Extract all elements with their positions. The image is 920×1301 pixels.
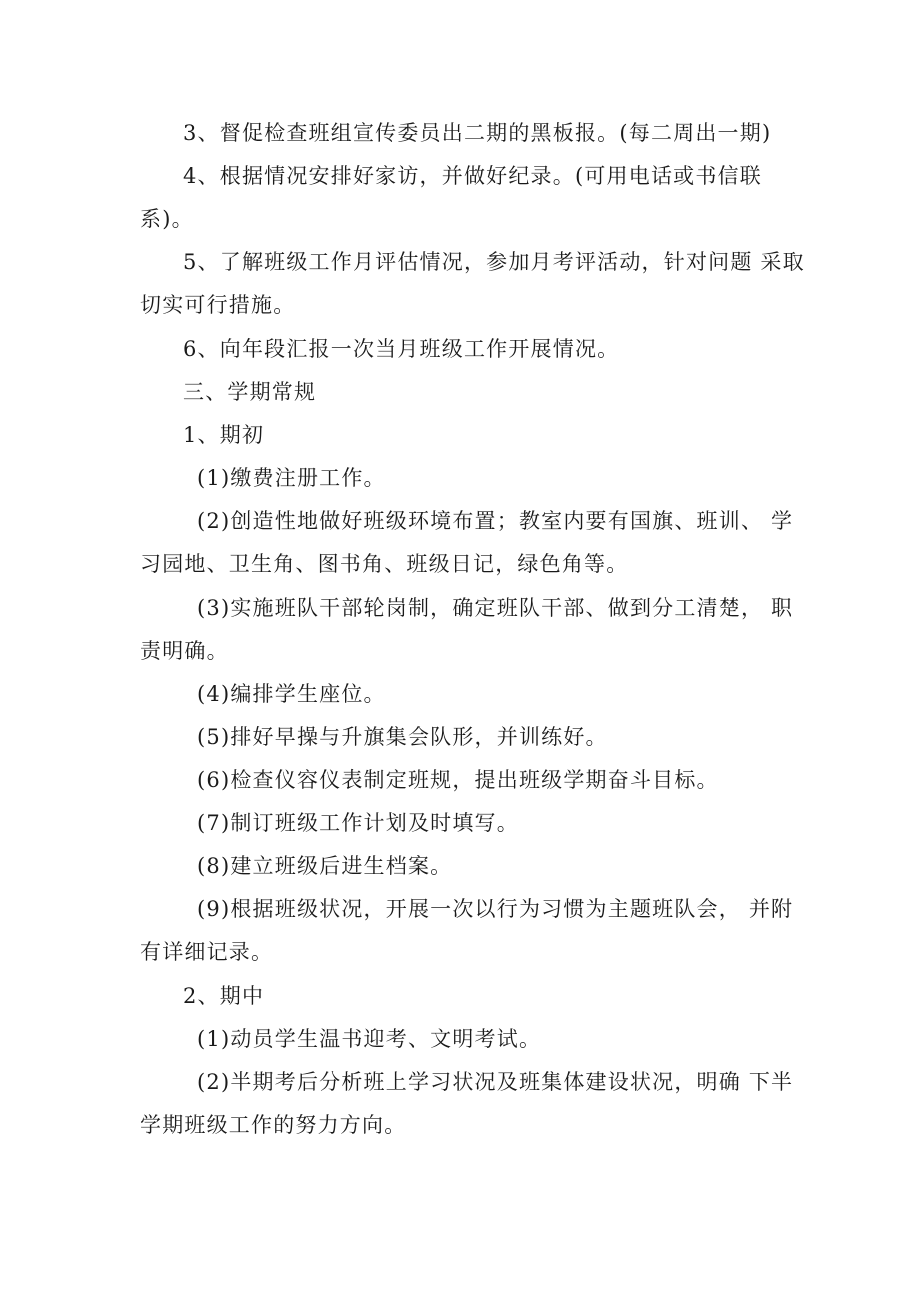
item-1-line-1: (1)缴费注册工作。 [197, 466, 386, 490]
item-9-line-2: 有详细记录。 [140, 940, 274, 964]
paragraph-5-line-1: 5、了解班级工作月评估情况，参加月考评活动，针对问题 采取 [183, 250, 805, 274]
item-2-line-2: 习园地、卫生角、图书角、班级日记，绿色角等。 [140, 552, 629, 576]
midterm-item-1-line-1: (1)动员学生温书迎考、文明考试。 [197, 1027, 542, 1051]
midterm-item-2-line-1: (2)半期考后分析班上学习状况及班集体建设状况，明确 下半 [197, 1070, 794, 1094]
item-4-line-1: (4)编排学生座位。 [197, 682, 386, 706]
item-7-line-1: (7)制订班级工作计划及时填写。 [197, 811, 519, 835]
item-5-line-1: (5)排好早操与升旗集会队形，并训练好。 [197, 725, 608, 749]
subheading-beginning-of-term: 1、期初 [183, 423, 265, 447]
section-heading-semester-routine: 三、学期常规 [183, 380, 317, 404]
item-3-line-2: 责明确。 [140, 639, 229, 663]
paragraph-5-line-2: 切实可行措施。 [140, 293, 296, 317]
item-3-line-1: (3)实施班队干部轮岗制，确定班队干部、做到分工清楚， 职 [197, 596, 794, 620]
item-6-line-1: (6)检查仪容仪表制定班规，提出班级学期奋斗目标。 [197, 768, 719, 792]
subheading-mid-term: 2、期中 [183, 984, 265, 1008]
paragraph-4-line-2: 系)。 [140, 207, 194, 231]
item-8-line-1: (8)建立班级后进生档案。 [197, 854, 453, 878]
midterm-item-2-line-2: 学期班级工作的努力方向。 [140, 1113, 407, 1137]
item-9-line-1: (9)根据班级状况，开展一次以行为习惯为主题班队会， 并附 [197, 897, 794, 921]
item-2-line-1: (2)创造性地做好班级环境布置；教室内要有国旗、班训、 学 [197, 509, 794, 533]
paragraph-6-line-1: 6、向年段汇报一次当月班级工作开展情况。 [183, 337, 620, 361]
paragraph-4-line-1: 4、根据情况安排好家访，并做好纪录。(可用电话或书信联 [183, 164, 762, 188]
paragraph-3-line-1: 3、督促检查班组宣传委员出二期的黑板报。(每二周出一期) [183, 121, 772, 145]
